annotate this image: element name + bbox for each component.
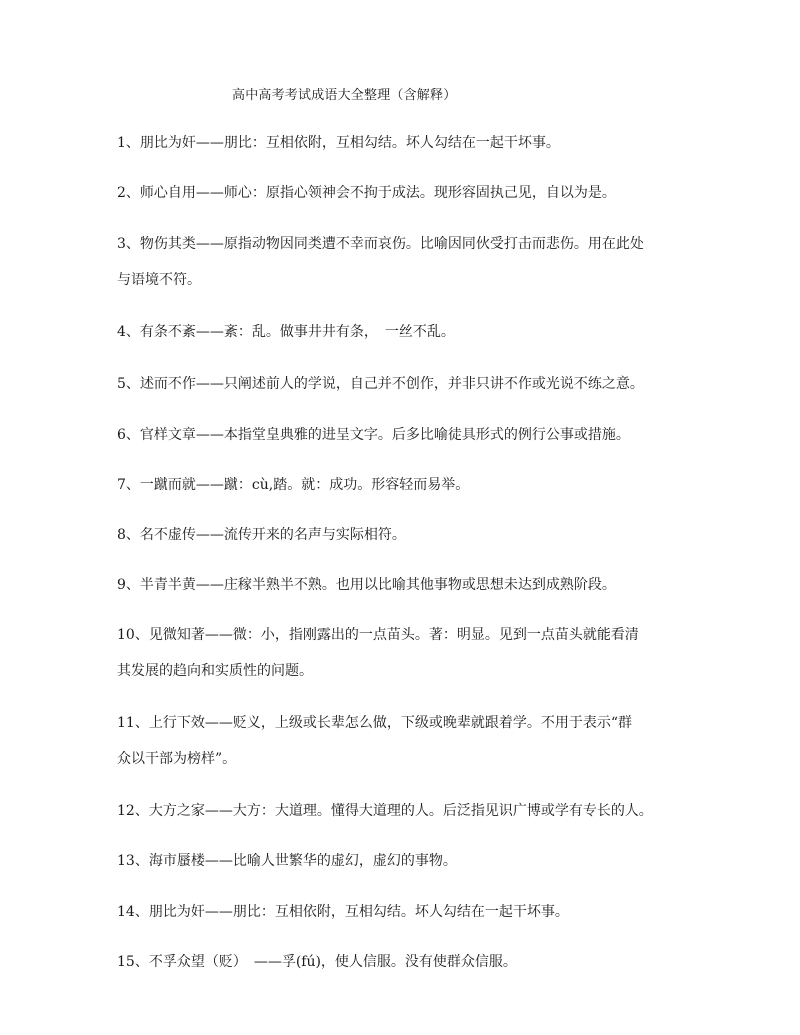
idiom-entry-13 [117, 843, 692, 879]
entry-line: 2、师心自用——师心：原指心领神会不拘于成法。现形容固执己见，自以为是。 [117, 185, 616, 201]
entry-line: 11、上行下效——贬义，上级或长辈怎么做，下级或晚辈就跟着学。不用于表示“群 [117, 715, 632, 731]
entry-line: 14、朋比为奸——朋比：互相依附，互相勾结。坏人勾结在一起干坏事。 [117, 904, 569, 920]
idiom-entry-3 [117, 226, 692, 298]
idiom-entry-12 [117, 793, 692, 829]
idiom-entry-4 [117, 314, 692, 350]
entry-line: 其发展的趋向和实质性的问题。 [117, 663, 313, 679]
entry-line: 10、见微知著——微：小，指刚露出的一点苗头。著：明显。见到一点苗头就能看清 [117, 627, 639, 643]
entry-line: 众以干部为榜样”。 [117, 751, 237, 767]
idiom-entry-11 [117, 705, 692, 777]
entry-line: 13、海市蜃楼——比喻人世繁华的虚幻，虚幻的事物。 [117, 853, 457, 869]
entry-line: 1、朋比为奸——朋比：互相依附，互相勾结。坏人勾结在一起干坏事。 [117, 135, 560, 151]
idiom-entry-10 [117, 617, 692, 689]
idiom-entry-1 [117, 125, 692, 161]
entry-line: 3、物伤其类——原指动物因同类遭不幸而哀伤。比喻因同伙受打击而悲伤。用在此处 [117, 236, 644, 252]
idiom-entry-14 [117, 894, 692, 930]
entry-line: 15、不孚众望（贬） ——孚(fú)，使人信服。没有使群众信服。 [117, 954, 517, 970]
idiom-entry-7 [117, 467, 692, 503]
idiom-entry-2 [117, 175, 692, 211]
entry-line: 8、名不虚传——流传开来的名声与实际相符。 [117, 527, 406, 543]
idiom-entry-5 [117, 366, 692, 402]
document-title: 高中高考考试成语大全整理（含解释） [232, 88, 457, 103]
idiom-entry-9 [117, 567, 692, 603]
entry-line: 与语境不符。 [117, 272, 201, 288]
entry-line: 6、官样文章——本指堂皇典雅的进呈文字。后多比喻徒具形式的例行公事或措施。 [117, 427, 630, 443]
idiom-entry-15 [117, 944, 692, 980]
idiom-entry-8 [117, 517, 692, 553]
entry-line: 12、大方之家——大方：大道理。懂得大道理的人。后泛指见识广博或学有专长的人。 [117, 803, 653, 819]
entry-line: 9、半青半黄——庄稼半熟半不熟。也用以比喻其他事物或思想未达到成熟阶段。 [117, 577, 616, 593]
idiom-entry-6 [117, 417, 692, 453]
entry-line: 5、述而不作——只阐述前人的学说，自己并不创作，并非只讲不作或光说不练之意。 [117, 376, 644, 392]
entry-line: 7、一蹴而就——蹴：cù,踏。就：成功。形容轻而易举。 [117, 477, 470, 493]
entry-line: 4、有条不紊——紊：乱。做事井井有条， 一丝不乱。 [117, 324, 455, 340]
